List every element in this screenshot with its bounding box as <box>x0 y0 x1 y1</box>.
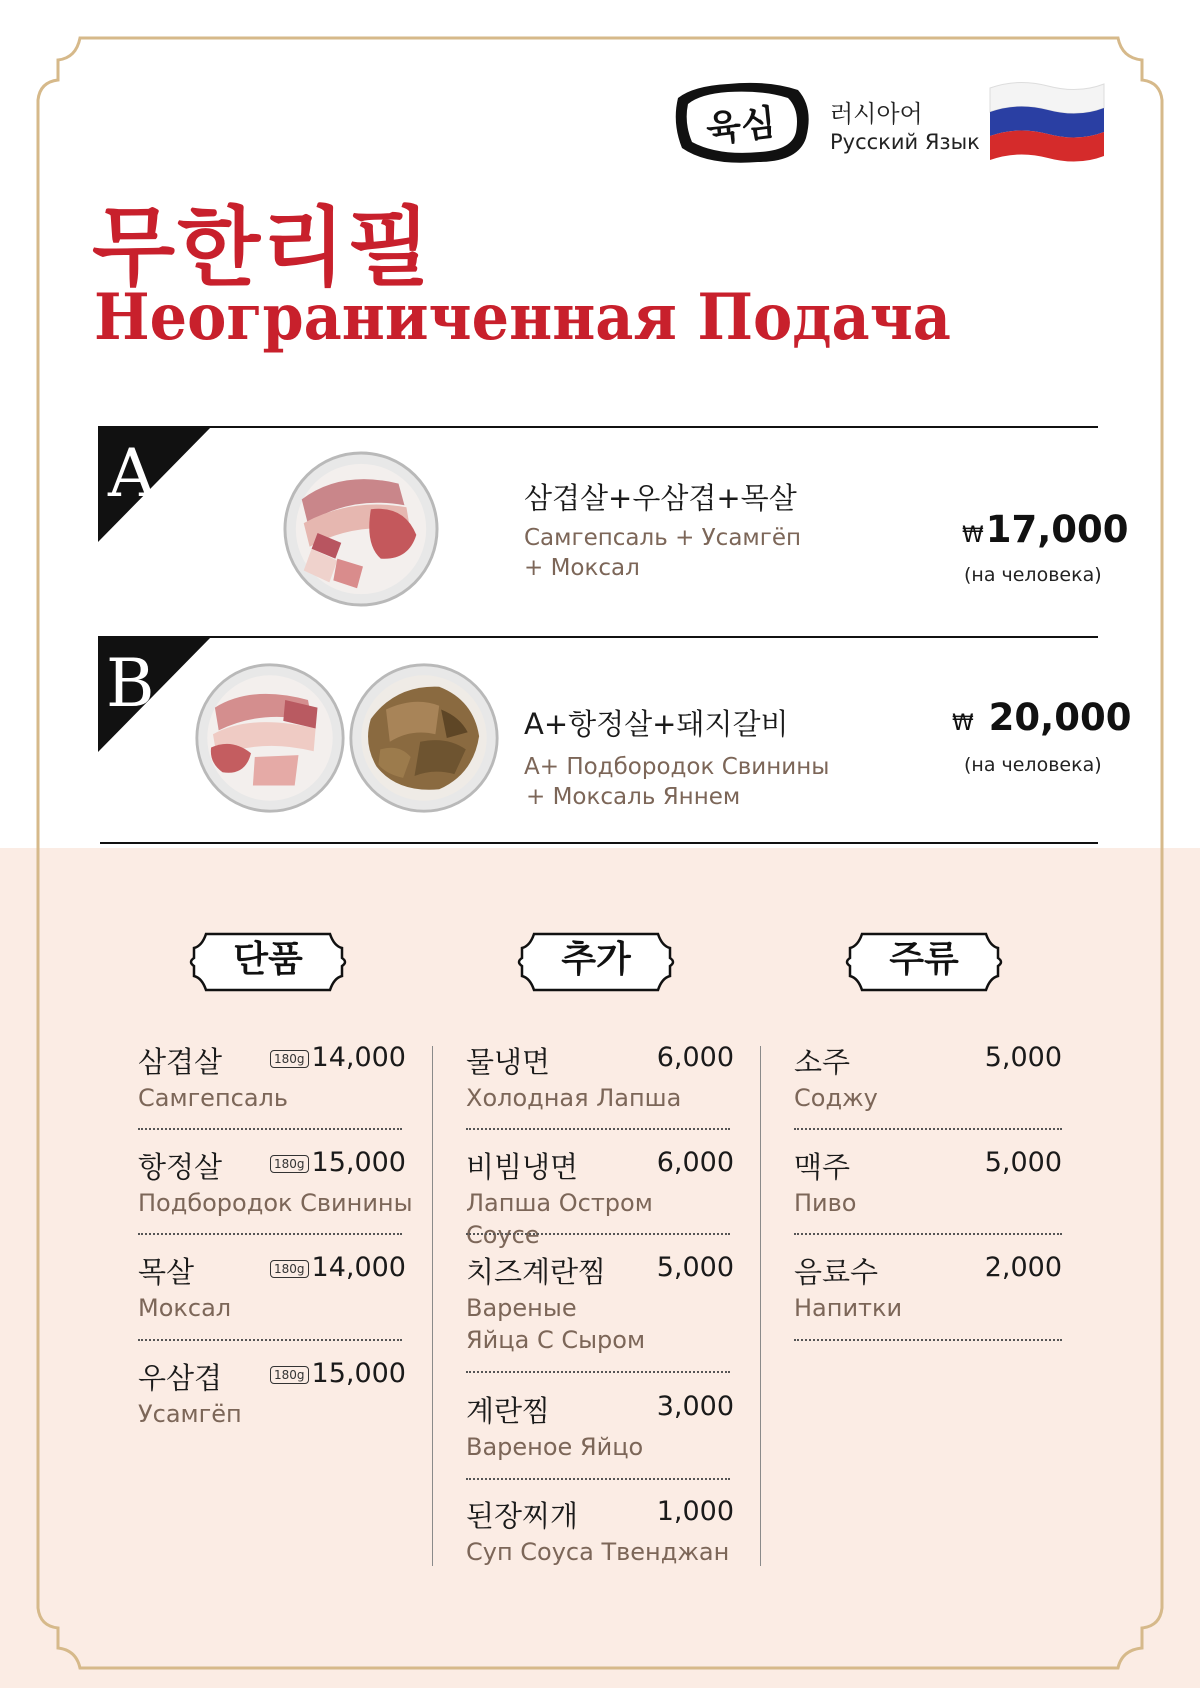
item-price: 1,000 <box>656 1496 734 1527</box>
item-name-russian: Подбородок Свинины <box>138 1189 413 1217</box>
won-symbol: ₩ <box>962 523 984 548</box>
column-separator <box>432 1046 433 1566</box>
item-name-russian: Моксал <box>138 1294 232 1322</box>
set-a-price-value: 17,000 <box>985 508 1129 551</box>
dotted-separator <box>138 1339 402 1341</box>
set-b-letter: B <box>106 645 155 722</box>
set-a-meat-plate <box>282 450 440 608</box>
menu-item <box>794 1040 1062 1114</box>
page-title-russian: Неограниченная Подача <box>94 280 951 355</box>
dotted-separator <box>794 1339 1062 1341</box>
item-name-korean: 목살 <box>138 1255 195 1289</box>
item-name-korean: 음료수 <box>794 1255 879 1289</box>
set-b-name-russian-2: + Моксаль Яннем <box>526 784 741 810</box>
divider-line <box>100 842 1098 844</box>
item-name-russian: Вареное Яйцо <box>466 1433 644 1461</box>
item-name-russian: Напитки <box>794 1294 903 1322</box>
item-price: 3,000 <box>656 1391 734 1422</box>
set-b-name-korean: A+항정살+돼지갈비 <box>524 707 789 741</box>
divider-line <box>100 636 1098 638</box>
dotted-separator <box>466 1371 730 1373</box>
restaurant-logo <box>668 78 814 168</box>
menu-item <box>466 1145 734 1251</box>
language-korean: 러시아어 <box>830 100 923 128</box>
menu-item <box>794 1145 1062 1219</box>
category-extra-title: 추가 <box>561 939 631 980</box>
item-name-korean: 삼겹살 <box>138 1045 223 1079</box>
menu-item <box>138 1145 418 1219</box>
item-name-russian: Усамгёп <box>138 1400 242 1428</box>
item-name-russian: Холодная Лапша <box>466 1084 682 1112</box>
menu-item <box>138 1250 406 1324</box>
item-price: 14,000 <box>311 1252 406 1283</box>
set-a-name-russian-2: + Моксал <box>524 555 640 581</box>
item-name-korean: 소주 <box>794 1045 851 1079</box>
menu-item <box>466 1494 734 1568</box>
set-a-per-person: (на человека) <box>964 564 1102 586</box>
russia-flag-icon <box>988 80 1106 164</box>
logo-text: 육심 <box>704 102 778 151</box>
language-russian: Русский Язык <box>830 130 980 154</box>
dotted-separator <box>466 1233 730 1235</box>
set-a-name-russian-1: Самгепсаль + Усамгёп <box>524 525 802 551</box>
set-a-name-korean: 삼겹살+우삼겹+목살 <box>524 481 797 515</box>
item-price: 5,000 <box>656 1252 734 1283</box>
page-title-korean: 무한리필 <box>92 198 433 298</box>
weight-badge: 180g <box>270 1366 309 1384</box>
item-price: 15,000 <box>311 1358 406 1389</box>
item-name-russian-line-1: Вареные <box>466 1294 577 1322</box>
dotted-separator <box>794 1233 1062 1235</box>
item-price: 6,000 <box>656 1147 734 1178</box>
item-name-korean: 계란찜 <box>466 1394 551 1428</box>
set-a-letter: A <box>108 435 156 512</box>
dotted-separator <box>466 1128 730 1130</box>
set-a-badge <box>98 426 218 546</box>
weight-badge: 180g <box>270 1260 309 1278</box>
item-price: 2,000 <box>984 1252 1062 1283</box>
item-name-russian: Пиво <box>794 1189 857 1217</box>
menu-item <box>466 1040 734 1114</box>
item-name-korean: 된장찌개 <box>466 1499 579 1533</box>
item-price: 5,000 <box>984 1147 1062 1178</box>
divider-line <box>100 426 1098 428</box>
dotted-separator <box>794 1128 1062 1130</box>
item-name-russian-line-2: Яйца С Сыром <box>466 1326 646 1354</box>
set-b-per-person: (на человека) <box>964 754 1102 776</box>
item-name-korean: 치즈계란찜 <box>466 1255 607 1289</box>
item-price: 6,000 <box>656 1042 734 1073</box>
category-single-title: 단품 <box>233 939 303 980</box>
item-name-russian: Суп Соуса Твенджан <box>466 1538 730 1566</box>
menu-item <box>794 1250 1062 1324</box>
item-name-korean: 맥주 <box>794 1150 851 1184</box>
menu-item <box>138 1356 406 1430</box>
dotted-separator <box>138 1128 402 1130</box>
item-name-russian: Лапша Остром Соусе <box>466 1189 653 1249</box>
set-b-price <box>952 696 1131 739</box>
set-b-name-russian-1: A+ Подбородок Свинины <box>524 754 830 780</box>
set-b-meat-plate <box>194 662 346 814</box>
item-name-russian: Соджу <box>794 1084 878 1112</box>
set-b-galbi-plate <box>348 662 500 814</box>
item-name-korean: 항정살 <box>138 1150 223 1184</box>
weight-badge: 180g <box>270 1050 309 1068</box>
menu-item <box>466 1250 734 1356</box>
item-price: 14,000 <box>311 1042 406 1073</box>
weight-badge: 180g <box>270 1155 309 1173</box>
item-name-russian: Самгепсаль <box>138 1084 289 1112</box>
menu-item <box>466 1389 734 1463</box>
item-name-korean: 물냉면 <box>466 1045 551 1079</box>
column-separator <box>760 1046 761 1566</box>
item-name-korean: 비빔냉면 <box>466 1150 579 1184</box>
dotted-separator <box>466 1478 730 1480</box>
item-name-korean: 우삼겹 <box>138 1361 223 1395</box>
item-price: 15,000 <box>311 1147 406 1178</box>
category-drinks-title: 주류 <box>889 939 959 980</box>
item-price: 5,000 <box>984 1042 1062 1073</box>
set-a-price <box>962 508 1129 551</box>
set-b-price-value: 20,000 <box>988 696 1132 739</box>
dotted-separator <box>138 1233 402 1235</box>
menu-item <box>138 1040 406 1114</box>
won-symbol: ₩ <box>952 711 974 736</box>
